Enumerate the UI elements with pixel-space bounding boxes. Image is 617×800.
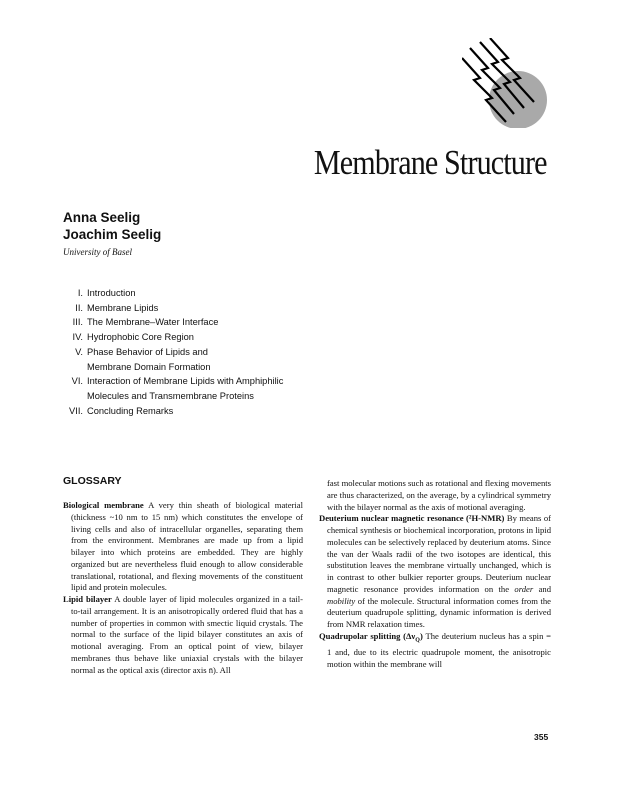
glossary-entry: [319, 513, 551, 631]
glossary-term: [319, 630, 423, 644]
toc-item[interactable]: [63, 345, 323, 374]
glossary-definition: By means of chemical synthesis or biochemical incorporation, protons in lipid molecules can be selectively replaced by deuterium atoms. Since the van der Waals radii of the two isotopes are identical, this substitution leaves the membrane virtually unchanged, which is in contrast to other bulkier reporter groups. Deuterium nuclear magnetic resonance provides information on the: [327, 513, 551, 594]
authors-block: [63, 209, 161, 257]
author-name: Anna Seelig: [63, 210, 141, 225]
glossary-term: Biological membrane: [63, 500, 144, 510]
affiliation: University of Basel: [63, 247, 132, 257]
glossary-emphasis: mobility: [327, 595, 356, 606]
glossary-emphasis: order: [514, 583, 534, 594]
glossary-continuation: fast molecular motions such as rotational and flexing movements are thus characterized, on the average, by a cylindrical symmetry with the bilayer normal as the axis of motional averaging.: [327, 478, 551, 512]
toc-number: VI.: [71, 376, 83, 387]
table-of-contents: [63, 286, 323, 418]
toc-text: Introduction: [87, 288, 136, 298]
glossary-term: Deuterium nuclear magnetic resonance (²H-NMR): [319, 513, 505, 524]
glossary-entry: [63, 500, 303, 594]
toc-item[interactable]: [63, 330, 323, 345]
toc-item[interactable]: [63, 315, 323, 330]
lightning-bolts-logo-icon: [462, 38, 552, 128]
glossary-definition: of the molecule. Structural information comes from the deuterium quadrupole splitting, dynamic information is derived from NMR relaxation times.: [327, 595, 551, 629]
glossary-definition: A very thin sheath of biological material (thickness ~10 nm to 15 nm) which constitutes the envelope of living cells and also of intracellular organelles, separating them from the environment. Membranes are made up from a lipid bilayer into which proteins are embedded. They are highly organized but are nevertheless fluid enough to allow considerable translational, rotational, and flexing movements of the constituent lipid and protein molecules.: [71, 500, 303, 593]
toc-number: V.: [75, 346, 83, 357]
toc-text: The Membrane–Water Interface: [87, 317, 219, 328]
toc-item[interactable]: [63, 404, 323, 419]
glossary-definition: A double layer of lipid molecules organized in a tail-to-tail arrangement. It is an anisotropically ordered fluid that has a number of properties in common with smectic liquid crystals. The normal to the surface of the lipid bilayer constitutes an axis of motional averaging. From an optical point of view, bilayer membranes thus behave like uniaxial crystals with the bilayer normal as the optical axis (director axis n̄). All: [71, 594, 303, 675]
glossary-definition: The deuterium nucleus has a spin = 1 and, due to its electric quadrupole moment, the anisotropic motion within the membrane will: [327, 630, 551, 669]
toc-text: Hydrophobic Core Region: [87, 332, 194, 343]
author-name: Joachim Seelig: [63, 227, 162, 242]
toc-text: Membrane Lipids: [87, 302, 159, 313]
toc-number: VII.: [69, 405, 83, 416]
toc-number: IV.: [72, 332, 83, 343]
toc-number: II.: [75, 302, 83, 313]
toc-item[interactable]: [63, 301, 323, 316]
toc-number: III.: [72, 317, 83, 328]
glossary-term-text: Quadrupolar splitting (Δν: [319, 630, 416, 641]
glossary-term-subscript: Q: [415, 637, 420, 644]
glossary-definition: and: [538, 583, 551, 594]
glossary-entry: [63, 594, 303, 676]
glossary-right-column: [319, 478, 551, 671]
toc-item[interactable]: [63, 286, 323, 301]
glossary-term-end: ): [419, 630, 423, 641]
toc-text: Phase Behavior of Lipids and Membrane Domain Formation: [87, 346, 211, 372]
glossary-heading: GLOSSARY: [63, 475, 122, 487]
page-number: 355: [534, 732, 549, 742]
toc-text: Concluding Remarks: [87, 405, 174, 416]
toc-item[interactable]: [63, 374, 323, 403]
toc-number: I.: [77, 288, 83, 298]
toc-text: Interaction of Membrane Lipids with Amphiphilic Molecules and Transmembrane Proteins: [87, 376, 284, 401]
glossary-entry: [319, 631, 551, 671]
glossary-term: Lipid bilayer: [63, 594, 112, 604]
page-title: Membrane Structure: [314, 143, 547, 182]
glossary-left-column: [63, 500, 303, 676]
